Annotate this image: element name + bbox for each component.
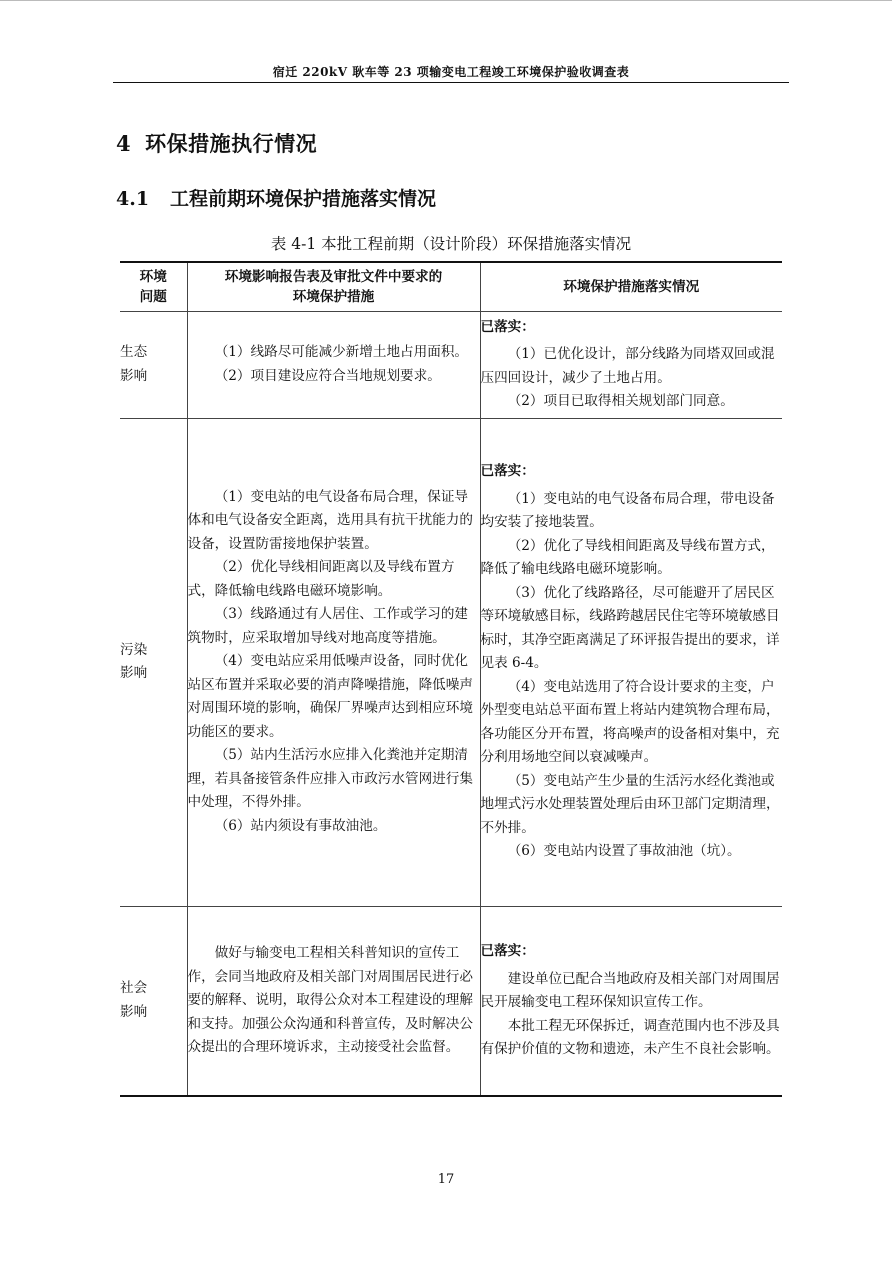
requirements-cell <box>187 906 480 1096</box>
page-top-border <box>0 0 892 1</box>
column-header-implementation: 环境保护措施落实情况 <box>480 262 782 311</box>
implementation-cell <box>480 906 782 1096</box>
status-label: 已落实： <box>480 318 535 335</box>
implementation-item: （5）变电站产生少量的生活污水经化粪池或地埋式污水处理装置处理后由环卫部门定期清理，不外排。 <box>480 772 780 836</box>
column-header-line: 环境影响报告表及审批文件中要求的 <box>224 268 443 285</box>
subsection-title: 工程前期环境保护措施落实情况 <box>170 188 437 210</box>
implementation-cell <box>480 311 782 418</box>
column-header-line: 环境 <box>139 268 167 285</box>
measures-table <box>120 261 782 1097</box>
issue-line: 影响 <box>120 665 148 681</box>
table-caption: 表 4-1 本批工程前期（设计阶段）环保措施落实情况 <box>270 235 632 253</box>
implementation-item: 本批工程无环保拆迁，调查范围内也不涉及具有保护价值的文物和遗迹，未产生不良社会影响。 <box>480 1017 780 1057</box>
requirement-item: （6）站内须设有事故油池。 <box>214 817 387 834</box>
status-label: 已落实： <box>480 463 535 480</box>
issue-cell <box>120 418 187 906</box>
header-rule <box>113 82 789 83</box>
issue-line: 影响 <box>120 1003 148 1020</box>
implementation-item: （2）项目已取得相关规划部门同意。 <box>507 393 734 409</box>
section-heading <box>116 128 317 158</box>
section-number: 4 <box>116 131 132 156</box>
implementation-item: （1）已优化设计，部分线路为同塔双回或混压四回设计，减少了土地占用。 <box>480 346 775 386</box>
table-row-social <box>120 906 782 1096</box>
issue-line: 社会 <box>120 980 148 997</box>
issue-line: 污染 <box>120 641 148 658</box>
requirement-item: （2）项目建设应符合当地规划要求。 <box>214 367 441 384</box>
issue-line: 生态 <box>120 344 148 360</box>
issue-line: 影响 <box>120 367 148 384</box>
implementation-item: （4）变电站选用了符合设计要求的主变，户外型变电站总平面布置上将站内建筑物合理布局，各功能区分开布置，将高噪声的设备相对集中，充分利用场地空间以衰减噪声。 <box>480 678 780 766</box>
requirement-item: （1）线路尽可能减少新增土地占用面积。 <box>214 344 469 360</box>
column-header-requirements <box>187 262 480 311</box>
requirement-item: （3）线路通过有人居住、工作或学习的建筑物时，应采取增加导线对地高度等措施。 <box>187 606 469 646</box>
column-header-line: 问题 <box>139 288 167 305</box>
issue-cell <box>120 906 187 1096</box>
table-header-row <box>120 262 782 311</box>
table-row-pollution <box>120 418 782 906</box>
implementation-item: （6）变电站内设置了事故油池（坑）。 <box>507 843 741 860</box>
section-title: 环保措施执行情况 <box>145 131 318 156</box>
requirement-item: （2）优化导线相间距离以及导线布置方式，降低输电线路电磁环境影响。 <box>187 559 455 599</box>
column-header-issue <box>120 262 187 311</box>
subsection-heading <box>116 184 436 211</box>
implementation-cell <box>480 418 782 906</box>
implementation-item: 建设单位已配合当地政府及相关部门对周围居民开展输变电工程环保知识宣传工作。 <box>480 970 780 1010</box>
page-number: 17 <box>437 1172 455 1187</box>
requirement-item: （1）变电站的电气设备布局合理，保证导体和电气设备安全距离，选用具有抗干扰能力的设备，设置防雷接地保护装置。 <box>187 488 473 552</box>
requirement-item: （5）站内生活污水应排入化粪池并定期清理，若具备接管条件应排入市政污水管网进行集中处理，不得外排。 <box>187 747 473 811</box>
column-header-line: 环境保护措施 <box>292 288 375 305</box>
requirement-item: （4）变电站应采用低噪声设备，同时优化站区布置并采取必要的消声降噪措施，降低噪声对周围环境的影响，确保厂界噪声达到相应环境功能区的要求。 <box>187 653 473 740</box>
implementation-item: （2）优化了导线相间距离及导线布置方式，降低了输电线路电磁环境影响。 <box>480 537 775 578</box>
status-label: 已落实： <box>480 943 535 959</box>
implementation-item: （3）优化了线路路径，尽可能避开了居民区等环境敏感目标，线路跨越居民住宅等环境敏感目标时，其净空距离满足了环评报告提出的要求，详见表 6-4。 <box>480 584 780 672</box>
requirements-cell <box>187 418 480 906</box>
issue-cell <box>120 311 187 418</box>
running-header: 宿迁 220kV 耿车等 23 项输变电工程竣工环境保护验收调查表 <box>272 65 630 79</box>
requirements-cell <box>187 311 480 418</box>
subsection-number: 4.1 <box>116 188 150 210</box>
requirement-item: 做好与输变电工程相关科普知识的宣传工作，会同当地政府及相关部门对周围居民进行必要的解释、说明，取得公众对本工程建设的理解和支持。加强公众沟通和科普宣传，及时解决公众提出的合理环境诉求，主动接受社会监督。 <box>187 945 473 1055</box>
table-row-ecological <box>120 311 782 418</box>
implementation-item: （1）变电站的电气设备布局合理，带电设备均安装了接地装置。 <box>480 490 775 531</box>
